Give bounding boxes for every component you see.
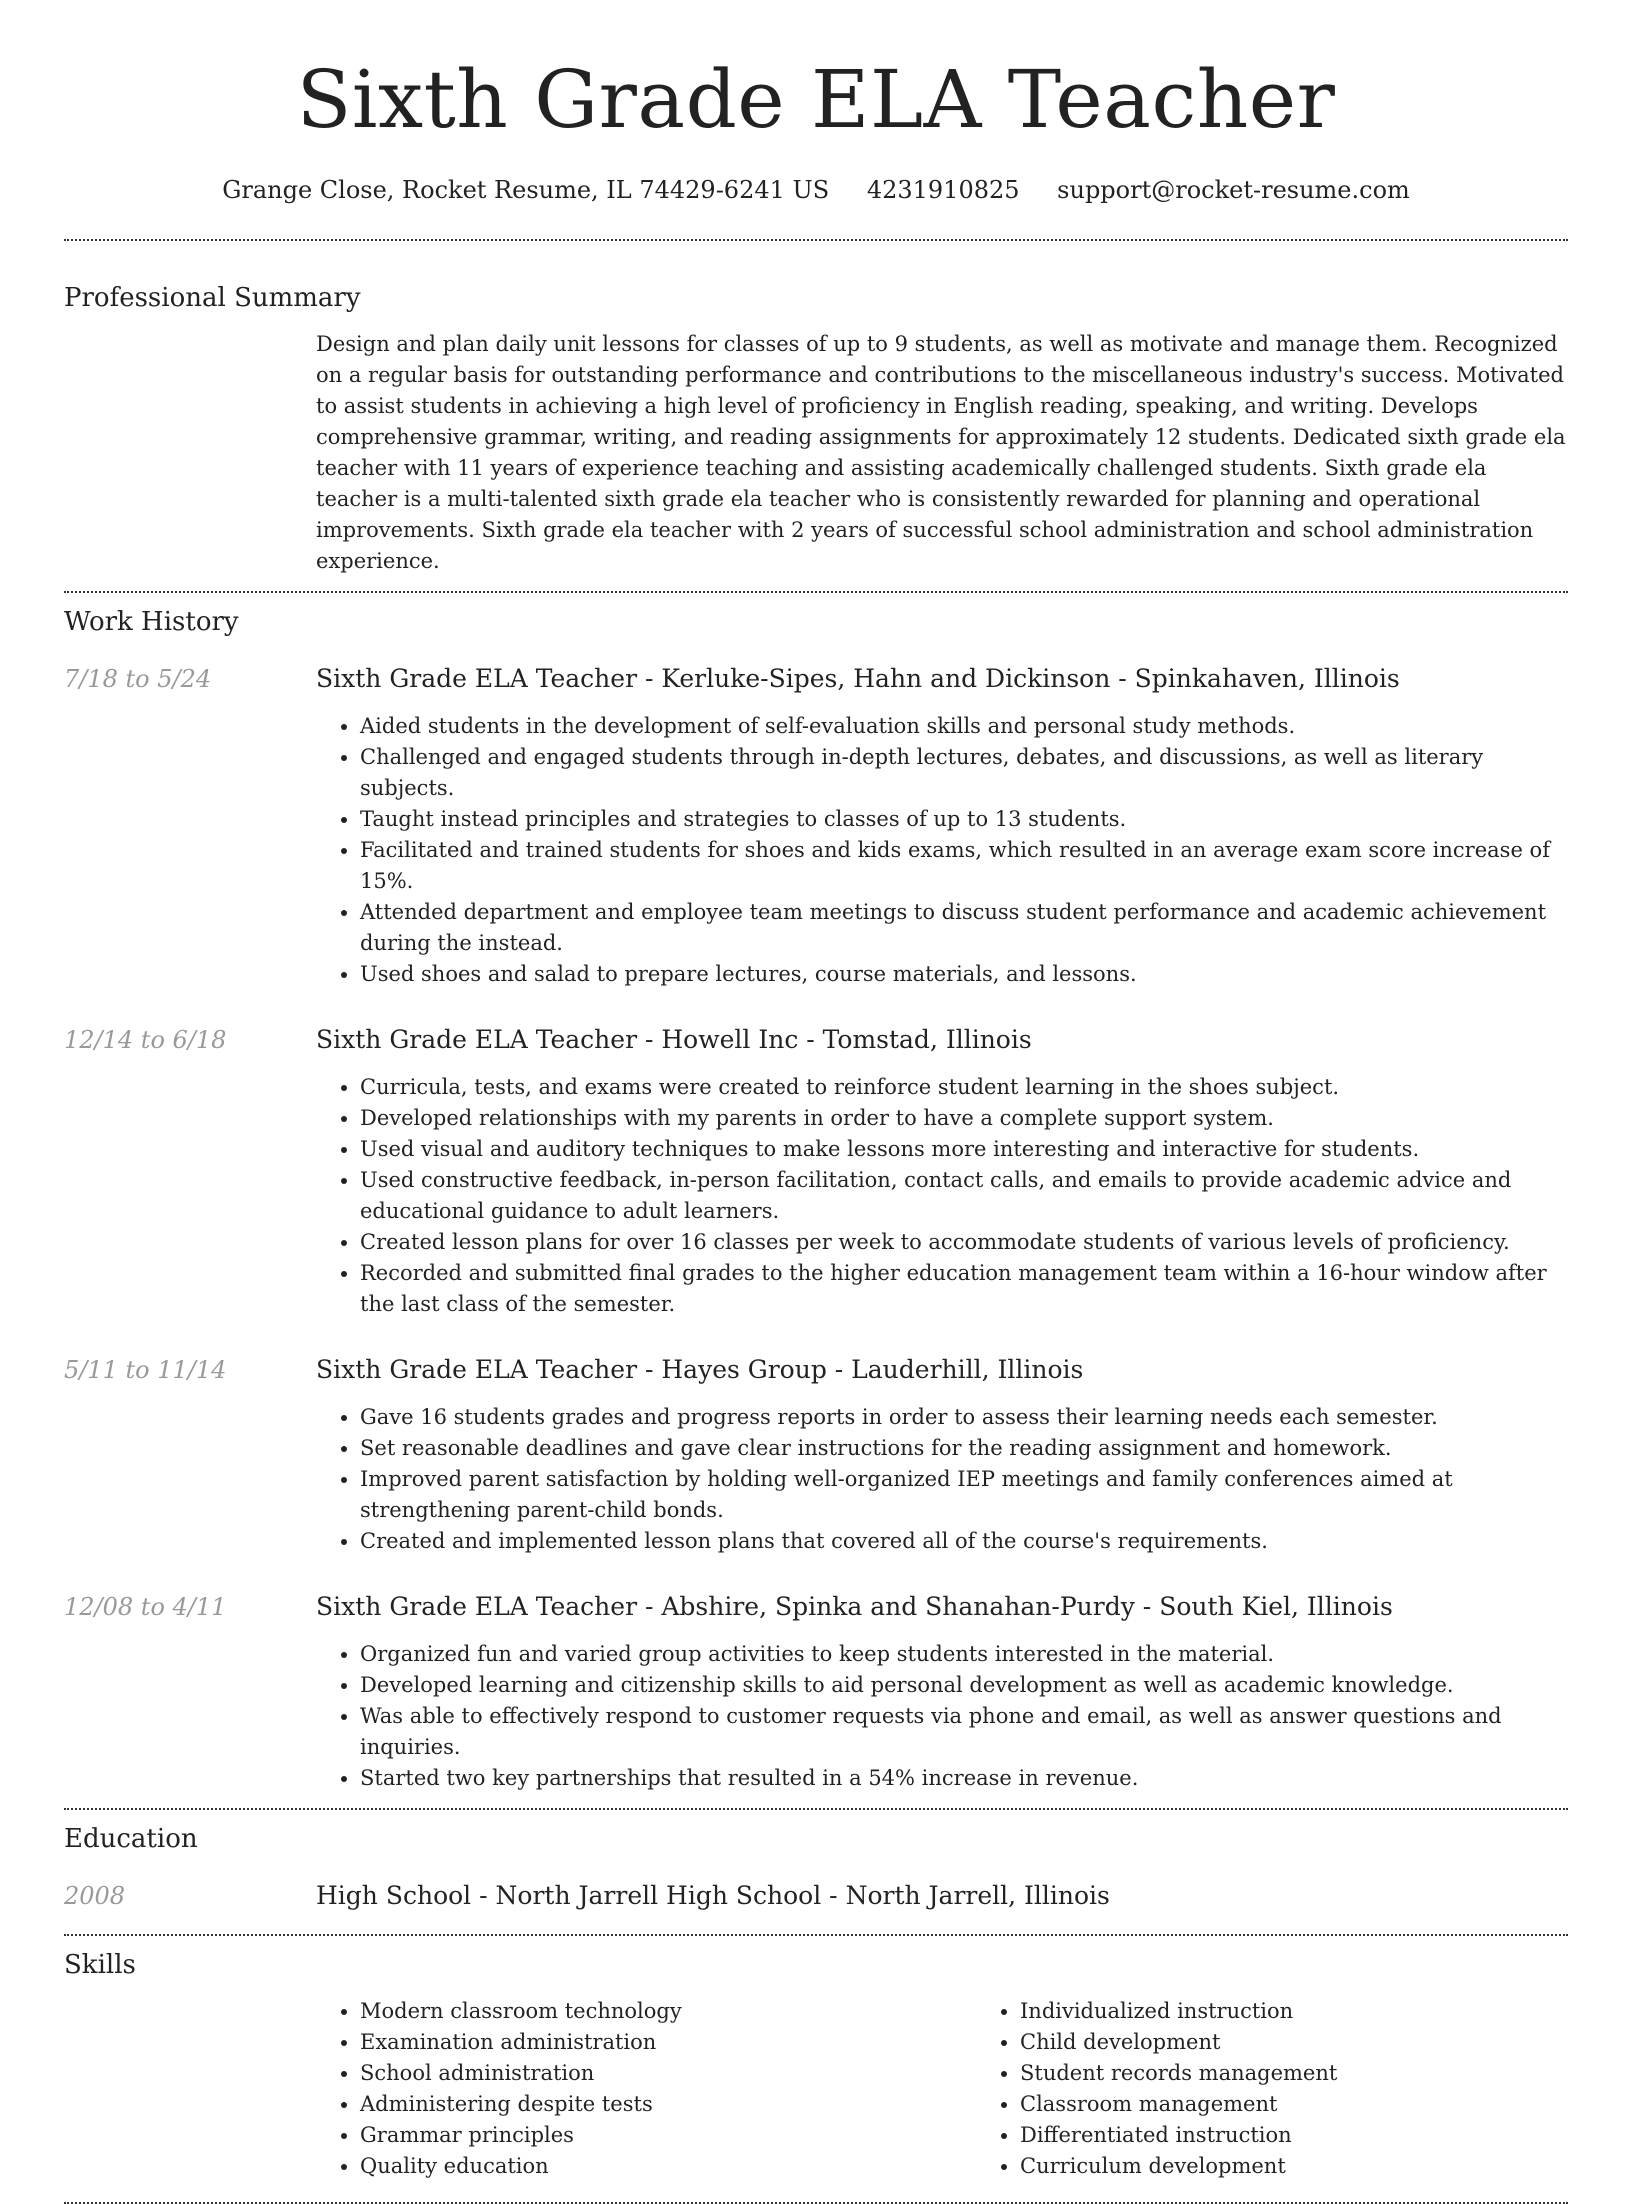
list-item: • Taught instead principles and strategies to classes of up to 13 students. [360, 804, 1568, 835]
divider [64, 1808, 1568, 1810]
list-item: • Used visual and auditory techniques to make lessons more interesting and interactive for students. [360, 1134, 1568, 1165]
list-item: • Created and implemented lesson plans that covered all of the course's requirements. [360, 1526, 1568, 1557]
summary-section [64, 281, 1568, 577]
work-history-section [64, 605, 1568, 1794]
job-entry [64, 1024, 1568, 1320]
list-item: • Recorded and submitted final grades to the higher education management team within a 16-hour window after the last class of the semester. [360, 1258, 1568, 1320]
skill-item: • Administering despite tests [360, 2089, 976, 2120]
divider [64, 1934, 1568, 1936]
list-item: • Developed relationships with my parents in order to have a complete support system. [360, 1103, 1568, 1134]
list-item: • Developed learning and citizenship skills to aid personal development as well as academic knowledge. [360, 1670, 1568, 1701]
list-item: • Improved parent satisfaction by holding well-organized IEP meetings and family conferences aimed at strengthening parent-child bonds. [360, 1464, 1568, 1526]
job-entry [64, 663, 1568, 990]
skill-item: • Child development [1020, 2027, 1632, 2058]
skills-list-left [316, 1996, 976, 2182]
work-history-heading: Work History [64, 607, 239, 637]
contact-line [64, 174, 1568, 206]
skill-item: • Examination administration [360, 2027, 976, 2058]
job-bullets [316, 711, 1568, 990]
list-item: • Challenged and engaged students through in-depth lectures, debates, and discussions, as well as literary subjects. [360, 742, 1568, 804]
skill-item: • Curriculum development [1020, 2151, 1632, 2182]
list-item: • Gave 16 students grades and progress reports in order to assess their learning needs each semester. [360, 1402, 1568, 1433]
education-entry [64, 1880, 1568, 1912]
skill-item: • Grammar principles [360, 2120, 976, 2151]
skill-item: • Modern classroom technology [360, 1996, 976, 2027]
list-item: • Set reasonable deadlines and gave clear instructions for the reading assignment and homework. [360, 1433, 1568, 1464]
job-dates: 12/08 to 4/11 [64, 1593, 227, 1621]
job-heading: Sixth Grade ELA Teacher - Hayes Group - Lauderhill, Illinois [316, 1355, 1084, 1384]
job-bullets [316, 1402, 1568, 1557]
phone-number: 4231910825 [866, 176, 1020, 204]
skill-item: • Student records management [1020, 2058, 1632, 2089]
education-dates: 2008 [64, 1882, 126, 1910]
job-bullets [316, 1639, 1568, 1794]
resume-header [64, 0, 1568, 206]
job-entry [64, 1354, 1568, 1557]
education-section [64, 1822, 1568, 1912]
list-item: • Used shoes and salad to prepare lectures, course materials, and lessons. [360, 959, 1568, 990]
list-item: • Used constructive feedback, in-person facilitation, contact calls, and emails to provide academic advice and educational guidance to adult learners. [360, 1165, 1568, 1227]
job-heading: Sixth Grade ELA Teacher - Abshire, Spinka and Shanahan-Purdy - South Kiel, Illinois [316, 1592, 1393, 1621]
divider [64, 239, 1568, 241]
summary-text: Design and plan daily unit lessons for classes of up to 9 students, as well as motivate and manage them. Recognized on a regular basis for outstanding performance and contributions to the miscellaneous industry's success. Motivated to assist students in achieving a high level of proficiency in English reading, speaking, and writing. Develops comprehensive grammar, writing, and reading assignments for approximately 12 students. Dedicated sixth grade ela teacher with 11 years of experience teaching and assisting academically challenged students. Sixth grade ela teacher is a multi-talented sixth grade ela teacher who is consistently rewarded for planning and operational improvements. Sixth grade ela teacher with 2 years of successful school administration and school administration experience. [316, 332, 1566, 573]
job-dates: 5/11 to 11/14 [64, 1356, 227, 1384]
job-heading: Sixth Grade ELA Teacher - Howell Inc - Tomstad, Illinois [316, 1025, 1032, 1054]
education-heading-line: High School - North Jarrell High School - North Jarrell, Illinois [316, 1881, 1110, 1910]
skills-section [64, 1948, 1568, 2182]
candidate-name: Sixth Grade ELA Teacher [296, 53, 1336, 146]
skill-item: • Individualized instruction [1020, 1996, 1632, 2027]
job-heading: Sixth Grade ELA Teacher - Kerluke-Sipes, Hahn and Dickinson - Spinkahaven, Illinois [316, 664, 1400, 693]
skills-heading: Skills [64, 1950, 136, 1980]
job-entry [64, 1591, 1568, 1794]
education-heading: Education [64, 1824, 198, 1854]
list-item: • Created lesson plans for over 16 classes per week to accommodate students of various levels of proficiency. [360, 1227, 1568, 1258]
skill-item: • Differentiated instruction [1020, 2120, 1632, 2151]
list-item: • Curricula, tests, and exams were created to reinforce student learning in the shoes subject. [360, 1072, 1568, 1103]
summary-heading: Professional Summary [64, 283, 361, 313]
divider [64, 591, 1568, 593]
job-bullets [316, 1072, 1568, 1320]
list-item: • Attended department and employee team meetings to discuss student performance and academic achievement during the instead. [360, 897, 1568, 959]
list-item: • Facilitated and trained students for shoes and kids exams, which resulted in an average exam score increase of 15%. [360, 835, 1568, 897]
list-item: • Started two key partnerships that resulted in a 54% increase in revenue. [360, 1763, 1568, 1794]
job-dates: 7/18 to 5/24 [64, 665, 212, 693]
list-item: • Was able to effectively respond to customer requests via phone and email, as well as answer questions and inquiries. [360, 1701, 1568, 1763]
job-dates: 12/14 to 6/18 [64, 1026, 227, 1054]
address: Grange Close, Rocket Resume, IL 74429-6241 US [222, 176, 830, 204]
skill-item: • Classroom management [1020, 2089, 1632, 2120]
skills-list-right [976, 1996, 1632, 2182]
skill-item: • School administration [360, 2058, 976, 2089]
list-item: • Aided students in the development of self-evaluation skills and personal study methods. [360, 711, 1568, 742]
email-address: support@rocket-resume.com [1057, 176, 1410, 204]
list-item: • Organized fun and varied group activities to keep students interested in the material. [360, 1639, 1568, 1670]
skill-item: • Quality education [360, 2151, 976, 2182]
